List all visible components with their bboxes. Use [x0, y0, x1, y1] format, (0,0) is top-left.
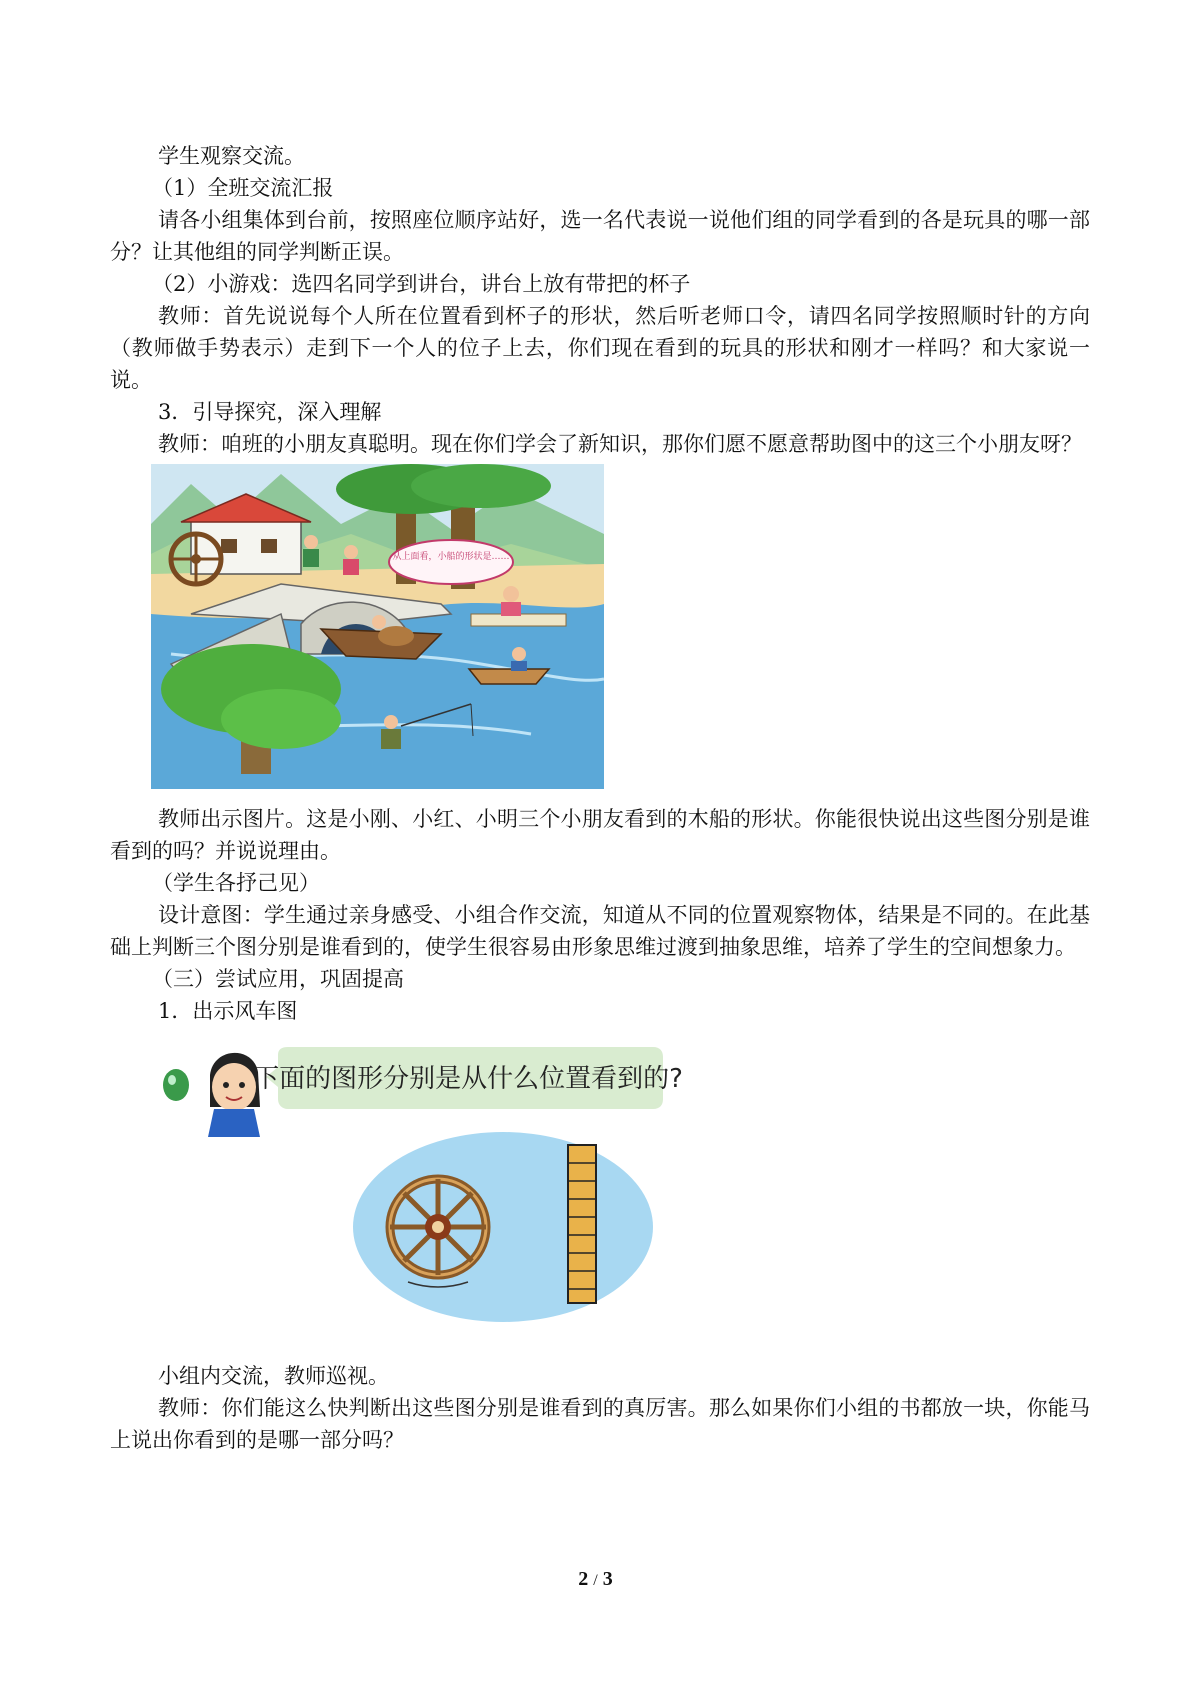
page-total: 3	[602, 1568, 613, 1590]
speech-bubble-text: 从上面看，小船的形状是……	[392, 552, 510, 562]
river-bridge-illustration	[151, 464, 604, 789]
paragraph: 学生观察交流。	[158, 144, 305, 168]
document-page	[110, 140, 1090, 1456]
page-current: 2	[578, 1568, 589, 1590]
paragraph: （1）全班交流汇报	[152, 176, 334, 200]
water-wheel-side-view	[568, 1145, 596, 1303]
paragraph: （三）尝试应用，巩固提高	[152, 967, 404, 991]
paragraph: 1．出示风车图	[158, 999, 298, 1023]
paragraph: （学生各抒己见）	[152, 871, 320, 895]
page-separator: /	[593, 1572, 598, 1589]
question-banner-text: 下面的图形分别是从什么位置看到的?	[253, 1064, 683, 1094]
page-number	[0, 1568, 1191, 1591]
paragraph: 设计意图：学生通过亲身感受、小组合作交流，知道从不同的位置观察物体，结果是不同的。在此基础上判断三个图分别是谁看到的，使学生很容易由形象思维过渡到抽象思维，培养了学生的空间想象力。	[110, 903, 1090, 959]
paragraph: 3．引导探究，深入理解	[158, 400, 382, 424]
water-wheel-illustration	[158, 1037, 718, 1342]
paragraph: 小组内交流，教师巡视。	[158, 1364, 389, 1388]
paragraph: 教师：首先说说每个人所在位置看到杯子的形状，然后听老师口令，请四名同学按照顺时针的方向（教师做手势表示）走到下一个人的位子上去，你们现在看到的玩具的形状和刚才一样吗？和大家说一说。	[110, 304, 1090, 392]
paragraph: 教师：你们能这么快判断出这些图分别是谁看到的真厉害。那么如果你们小组的书都放一块，你能马上说出你看到的是哪一部分吗？	[110, 1396, 1090, 1452]
paragraph: （2）小游戏：选四名同学到讲台，讲台上放有带把的杯子	[152, 272, 691, 296]
paragraph: 教师出示图片。这是小刚、小红、小明三个小朋友看到的木船的形状。你能很快说出这些图分别是谁看到的吗？并说说理由。	[110, 807, 1090, 863]
paragraph: 请各小组集体到台前，按照座位顺序站好，选一名代表说一说他们组的同学看到的各是玩具的哪一部分？让其他组的同学判断正误。	[110, 208, 1090, 264]
paragraph: 教师：咱班的小朋友真聪明。现在你们学会了新知识，那你们愿不愿意帮助图中的这三个小朋友呀？	[158, 432, 1082, 456]
